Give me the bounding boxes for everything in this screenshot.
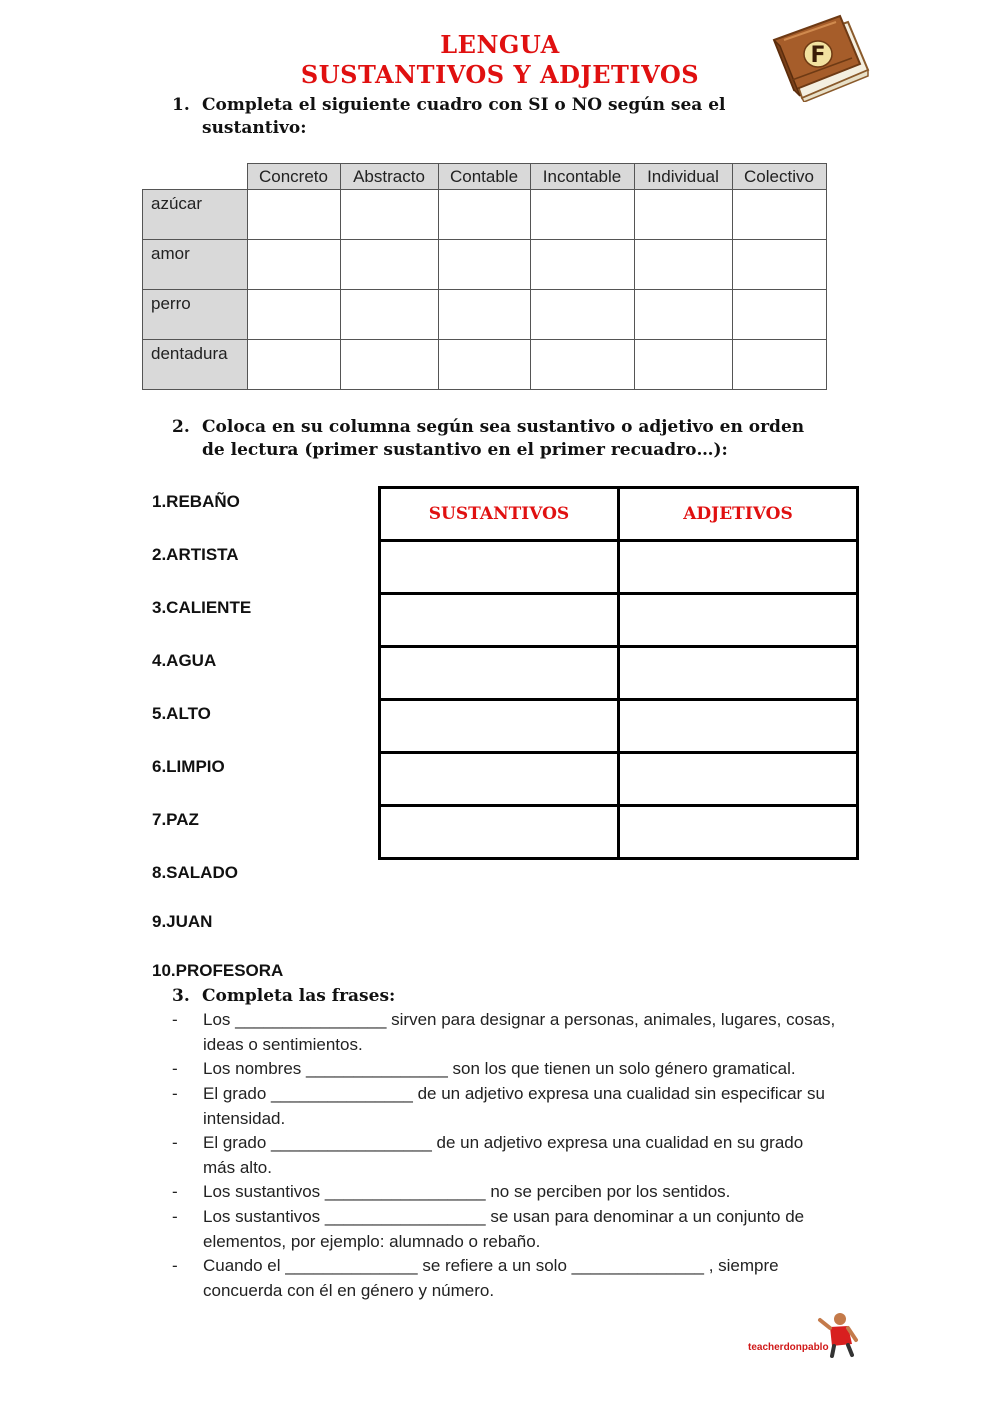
table-row [143, 290, 827, 340]
section3-title: Completa las frases: [202, 986, 396, 1006]
row-label: amor [143, 240, 248, 290]
answer-cell[interactable] [438, 240, 530, 290]
section1-number: 1. [172, 95, 190, 115]
row-label: perro [143, 290, 248, 340]
table-row [380, 806, 858, 859]
adjective-cell[interactable] [619, 594, 858, 647]
answer-cell[interactable] [634, 340, 732, 390]
sentence-text: Cuando el ______________ se refiere a un solo ______________ , siempre [203, 1256, 779, 1275]
noun-cell[interactable] [380, 700, 619, 753]
column-header: Incontable [530, 164, 634, 190]
noun-cell[interactable] [380, 647, 619, 700]
answer-cell[interactable] [634, 240, 732, 290]
sentence-text: intensidad. [203, 1108, 286, 1128]
sentence-item [172, 1131, 872, 1181]
sentence-text: elementos, por ejemplo: alumnado o rebaño. [203, 1231, 541, 1251]
book-icon [770, 14, 872, 102]
noun-cell[interactable] [380, 806, 619, 859]
noun-cell[interactable] [380, 541, 619, 594]
word-item: 9.JUAN [152, 912, 213, 931]
sentence-text: Los nombres _______________ son los que tienen un solo género gramatical. [203, 1059, 796, 1078]
answer-cell[interactable] [530, 240, 634, 290]
section2-number: 2. [172, 417, 190, 437]
sentence-item [172, 1057, 872, 1082]
answer-cell[interactable] [732, 290, 826, 340]
sentence-item [172, 1082, 872, 1132]
table-row [380, 594, 858, 647]
table-corner [143, 164, 248, 190]
table-row [143, 190, 827, 240]
section1-instruction-line2: sustantivo: [202, 118, 307, 138]
sentence-text: El grado _______________ de un adjetivo expresa una cualidad sin especificar su [203, 1084, 825, 1103]
answer-cell[interactable] [634, 290, 732, 340]
column-header: Concreto [247, 164, 340, 190]
sentence-text: El grado _________________ de un adjetivo expresa una cualidad en su grado [203, 1133, 804, 1152]
sentence-text: concuerda con él en género y número. [203, 1280, 495, 1300]
adjective-cell[interactable] [619, 541, 858, 594]
column-header: Individual [634, 164, 732, 190]
sentence-text: más alto. [203, 1157, 272, 1177]
sentence-text: Los sustantivos _________________ se usan para denominar a un conjunto de [203, 1207, 805, 1226]
sentence-item [172, 1254, 872, 1304]
title-line-2: SUSTANTIVOS Y ADJETIVOS [300, 60, 700, 89]
footer-brand: teacherdonpablo [748, 1342, 829, 1353]
book-letter: F [810, 43, 826, 68]
section3-number: 3. [172, 986, 190, 1006]
answer-cell[interactable] [438, 190, 530, 240]
noun-classification-table [142, 163, 827, 390]
sentence-text: Los sustantivos _________________ no se perciben por los sentidos. [203, 1182, 731, 1201]
answer-cell[interactable] [340, 290, 438, 340]
section2-heading [172, 416, 872, 464]
row-label: azúcar [143, 190, 248, 240]
column-header: Abstracto [340, 164, 438, 190]
answer-cell[interactable] [530, 290, 634, 340]
adjective-cell[interactable] [619, 647, 858, 700]
sentence-item [172, 1008, 872, 1058]
answer-cell[interactable] [438, 290, 530, 340]
sentence-item [172, 1180, 872, 1205]
section1-heading [172, 94, 792, 142]
answer-cell[interactable] [530, 340, 634, 390]
bullet-dash: - [172, 1059, 178, 1078]
sentence-text: Los ________________ sirven para designar a personas, animales, lugares, cosas, [203, 1010, 836, 1029]
column-header: Contable [438, 164, 530, 190]
word-item: 5.ALTO [152, 704, 211, 723]
section2-instruction-line1: Coloca en su columna según sea sustantivo o adjetivo en orden [202, 417, 805, 437]
table-header-row [143, 164, 827, 190]
sentence-item [172, 1205, 872, 1255]
sustantivos-header: SUSTANTIVOS [380, 488, 619, 541]
word-item: 4.AGUA [152, 651, 217, 670]
section3-heading [172, 985, 572, 1009]
table-row [143, 240, 827, 290]
table-header-row [380, 488, 858, 541]
noun-cell[interactable] [380, 594, 619, 647]
teacher-figure-icon [814, 1310, 860, 1358]
word-item: 10.PROFESORA [152, 961, 284, 980]
table-row [143, 340, 827, 390]
word-item: 6.LIMPIO [152, 757, 225, 776]
bullet-dash: - [172, 1133, 178, 1152]
sentence-text: ideas o sentimientos. [203, 1034, 363, 1054]
adjetivos-header: ADJETIVOS [619, 488, 858, 541]
answer-cell[interactable] [247, 240, 340, 290]
adjective-cell[interactable] [619, 700, 858, 753]
section1-instruction-line1: Completa el siguiente cuadro con SI o NO según sea el [202, 95, 726, 115]
word-item: 8.SALADO [152, 863, 238, 882]
word-item: 1.REBAÑO [152, 492, 240, 511]
answer-cell[interactable] [438, 340, 530, 390]
table-row [380, 647, 858, 700]
noun-cell[interactable] [380, 753, 619, 806]
answer-cell[interactable] [530, 190, 634, 240]
answer-cell[interactable] [732, 240, 826, 290]
table-row [380, 700, 858, 753]
bullet-dash: - [172, 1256, 178, 1275]
word-item: 7.PAZ [152, 810, 199, 829]
bullet-dash: - [172, 1207, 178, 1226]
answer-cell[interactable] [732, 340, 826, 390]
answer-cell[interactable] [340, 240, 438, 290]
answer-cell[interactable] [247, 340, 340, 390]
adjective-cell[interactable] [619, 806, 858, 859]
table-row [380, 753, 858, 806]
bullet-dash: - [172, 1182, 178, 1201]
column-header: Colectivo [732, 164, 826, 190]
answer-cell[interactable] [247, 190, 340, 240]
word-item: 2.ARTISTA [152, 545, 239, 564]
section2-instruction-line2: de lectura (primer sustantivo en el primer recuadro…): [202, 440, 728, 460]
bullet-dash: - [172, 1084, 178, 1103]
word-item: 3.CALIENTE [152, 598, 252, 617]
noun-adjective-table [378, 486, 859, 860]
answer-cell[interactable] [340, 190, 438, 240]
answer-cell[interactable] [732, 190, 826, 240]
adjective-cell[interactable] [619, 753, 858, 806]
bullet-dash: - [172, 1010, 178, 1029]
row-label: dentadura [143, 340, 248, 390]
table-row [380, 541, 858, 594]
answer-cell[interactable] [634, 190, 732, 240]
answer-cell[interactable] [247, 290, 340, 340]
title-line-1: LENGUA [440, 30, 560, 59]
answer-cell[interactable] [340, 340, 438, 390]
